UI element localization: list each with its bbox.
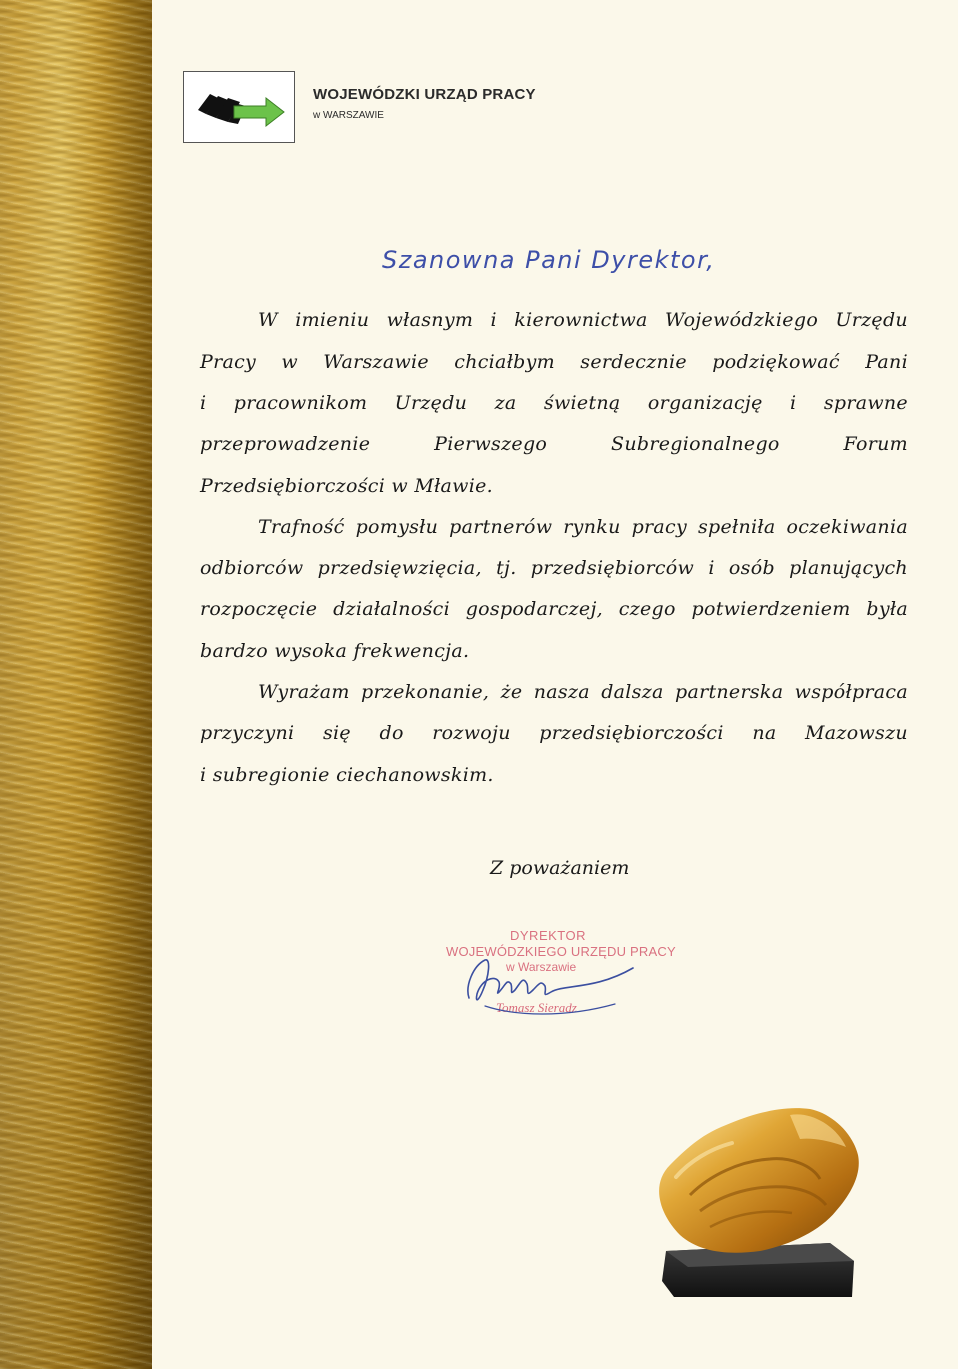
body-word: na [752,722,777,744]
body-word: się [322,722,351,744]
body-word: Wojewódzkiego [665,309,819,331]
body-word: pomysłu [355,516,439,538]
body-word: tj. [496,557,517,579]
body-word: za [494,392,517,414]
body-line [200,722,908,744]
body-word: potwierdzeniem [691,598,851,620]
stamp-title: DYREKTOR [510,928,586,943]
body-word: Warszawie [323,351,429,373]
body-word: i [490,309,497,331]
body-word: Urzędu [835,309,908,331]
body-word: serdecznie [580,351,687,373]
body-word: przedsięwzięcia, [317,557,482,579]
stamp-name: Tomasz Sieradz [496,1000,577,1015]
body-word: spełniła [698,516,776,538]
body-word: Pierwszego [434,433,548,455]
body-word: Pracy [200,351,257,373]
stamp-city: w Warszawie [506,960,577,974]
body-word: w [281,351,298,373]
body-word: przedsiębiorców [530,557,695,579]
body-word: pracownikom [233,392,368,414]
org-city: w WARSZAWIE [313,110,384,121]
body-word: działalności [333,598,450,620]
body-word: i [708,557,715,579]
body-word: do [379,722,404,744]
body-word: dalsza [601,681,664,703]
body-word: W [258,309,278,331]
body-word: przekonanie, [361,681,490,703]
handshake-trophy-icon [640,1085,870,1305]
stamp-org: WOJEWÓDZKIEGO URZĘDU PRACY [446,944,676,959]
signature [455,946,645,1026]
body-word: świetną [543,392,621,414]
body-line [200,681,908,703]
body-word: i [790,392,797,414]
body-word: Subregionalnego [611,433,780,455]
body-word: że [500,681,523,703]
salutation: Szanowna Pani Dyrektor, [382,246,716,274]
body-word: kierownictwa [514,309,648,331]
body-word: Mazowszu [805,722,908,744]
body-word: partnerów [449,516,553,538]
body-word: oczekiwania [786,516,908,538]
body-line: bardzo wysoka frekwencja. [200,640,470,662]
body-line [200,557,908,579]
body-word: Trafność [258,516,345,538]
body-word: osób [728,557,775,579]
body-word: i [200,392,207,414]
body-word: była [866,598,908,620]
body-word: rozwoju [432,722,511,744]
body-line: Przedsiębiorczości w Mławie. [200,475,493,497]
body-word: imieniu [295,309,370,331]
body-word: przeprowadzenie [200,433,371,455]
body-word: Wyrażam [258,681,350,703]
body-word: współpraca [794,681,908,703]
body-word: nasza [533,681,590,703]
body-word: czego [618,598,676,620]
body-word: sprawne [823,392,908,414]
org-name: WOJEWÓDZKI URZĄD PRACY [313,86,536,103]
body-word: planujących [789,557,908,579]
logo-cards-arrow-icon [184,72,294,142]
body-line [200,351,908,373]
body-word: partnerska [674,681,784,703]
body-word: przyczyni [200,722,295,744]
body-line [200,392,908,414]
body-word: rozpoczęcie [200,598,318,620]
closing: Z poważaniem [490,857,630,879]
body-line [200,309,908,331]
body-word: Urzędu [394,392,468,414]
body-word: pracy [631,516,688,538]
body-word: podziękować [712,351,840,373]
body-word: rynku [563,516,621,538]
body-word: własnym [386,309,474,331]
body-word: gospodarczej, [465,598,603,620]
gold-decorative-strip [0,0,152,1369]
body-word: chciałbym [454,351,555,373]
body-word: organizację [647,392,763,414]
body-word: odbiorców [200,557,304,579]
body-word: Pani [865,351,908,373]
body-word: przedsiębiorczości [539,722,724,744]
body-line [200,433,908,455]
body-line: i subregionie ciechanowskim. [200,764,494,786]
body-line [200,598,908,620]
body-word: Forum [843,433,908,455]
body-line [200,516,908,538]
logo [183,71,295,143]
